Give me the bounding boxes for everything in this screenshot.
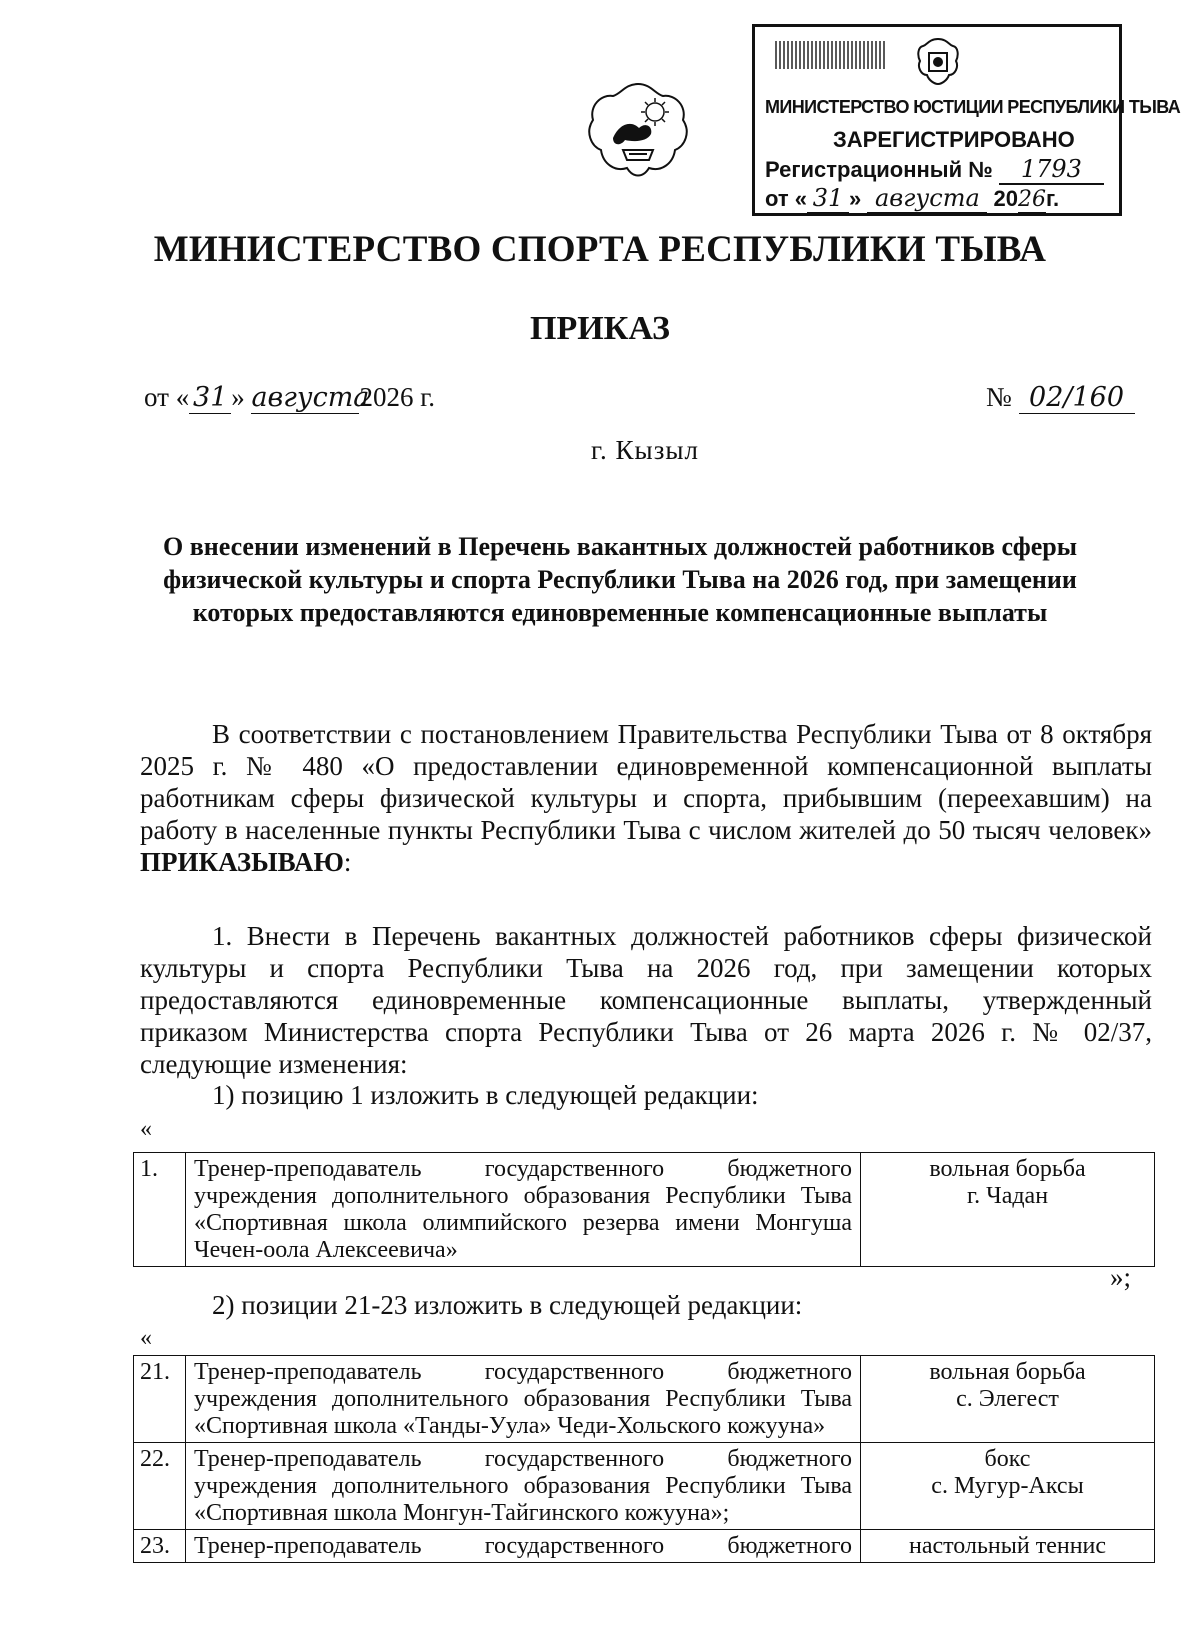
position-number: 22. (134, 1443, 186, 1530)
item-1: 1. Внести в Перечень вакантных должностей работников сферы физической культуры и спорта Республики Тыва на 2026 год, при замещении которых предоставляются единовременные компенсационные выплаты, утвержденный приказом Министерства спорта Республики Тыва от 26 марта 2026 г. № 02/37, следующие изменения: (140, 921, 1152, 1079)
preamble-text: В соответствии с постановлением Правительства Республики Тыва от 8 октября 2025 г. № 480 «О предоставлении единовременной компенсационной выплаты работникам сферы физической культуры и спорта, прибывшим (переехавшим) на работу в населенные пункты Республики Тыва с числом жителей до 50 тысяч человек» (140, 719, 1152, 845)
registration-stamp (752, 24, 1181, 216)
date-month: августа (251, 382, 370, 413)
subitem-1: 1) позицию 1 изложить в следующей редакции: (212, 1080, 759, 1110)
position-sport: бокс (984, 1446, 1031, 1472)
order-title: О внесении изменений в Перечень вакантных должностей работников сферы физической культуры и спорта Республики Тыва на 2026 год, при замещении которых предоставляются единовременные компенсационные выплаты (162, 532, 1078, 627)
position-description: Тренер-преподаватель государственного бюджетного учреждения дополнительного образования Республики Тыва «Спортивная школа «Танды-Уула» Чеди-Хольского кожууна» (186, 1356, 861, 1443)
quote-close-1: »; (1110, 1262, 1132, 1292)
stamp-date-mid: » (849, 186, 862, 211)
date-day: 31 (189, 382, 231, 414)
position-place: с. Элегест (956, 1386, 1059, 1412)
stamp-scribble (775, 41, 885, 69)
preamble-order-word: ПРИКАЗЫВАЮ (140, 847, 344, 877)
position-sport-cell (861, 1443, 1155, 1530)
table-row (134, 1356, 1155, 1443)
stamp-year-suffix: 26 (1018, 187, 1046, 212)
stamp-year-end: г. (1046, 186, 1060, 211)
stamp-date-line (765, 184, 1059, 214)
ministry-title: МИНИСТЕРСТВО СПОРТА РЕСПУБЛИКИ ТЫВА (153, 229, 1047, 270)
subitem-2: 2) позиции 21-23 изложить в следующей редакции: (212, 1290, 803, 1320)
number-label: № (986, 382, 1012, 412)
position-description: Тренер-преподаватель государственного бюджетного учреждения дополнительного образования Республики Тыва «Спортивная школа Монгун-Тайгинского кожууна»; (186, 1443, 861, 1530)
positions-table-1 (133, 1152, 1155, 1267)
stamp-reg-number: 1793 (999, 155, 1104, 185)
position-sport: вольная борьба (929, 1359, 1086, 1385)
positions-table-2 (133, 1355, 1155, 1563)
date-year: 2026 г. (359, 382, 435, 412)
stamp-date-prefix: от « (765, 186, 808, 211)
position-number: 1. (134, 1153, 186, 1267)
quote-open-1: « (140, 1116, 152, 1142)
date-mid: » (231, 382, 245, 412)
position-place: с. Мугур-Аксы (931, 1473, 1084, 1499)
table-row (134, 1530, 1155, 1563)
position-sport-cell (861, 1356, 1155, 1443)
position-sport: вольная борьба (929, 1156, 1086, 1182)
stamp-registered: ЗАРЕГИСТРИРОВАНО (833, 127, 1075, 152)
position-sport: настольный теннис (908, 1533, 1107, 1559)
table-row (134, 1153, 1155, 1267)
preamble-colon: : (343, 847, 352, 877)
position-description: Тренер-преподаватель государственного бюджетного учреждения дополнительного образования Республики Тыва «Спортивная школа олимпийского резерва имени Монгуша Чечен-оола Алексеевича» (186, 1153, 861, 1267)
order-number (986, 382, 1135, 414)
city: г. Кызыл (591, 435, 699, 465)
quote-open-2: « (140, 1325, 152, 1351)
stamp-month: августа (867, 184, 987, 214)
position-place: г. Чадан (966, 1183, 1049, 1209)
order-date (144, 382, 435, 414)
preamble (140, 718, 1152, 878)
position-number: 21. (134, 1356, 186, 1443)
stamp-reg-label: Регистрационный № (765, 157, 993, 182)
republic-emblem (583, 80, 693, 185)
number-value: 02/160 (1019, 382, 1135, 414)
stamp-day: 31 (807, 184, 849, 214)
position-sport-cell (861, 1530, 1155, 1563)
stamp-emblem-icon (917, 37, 959, 87)
date-prefix: от « (144, 382, 190, 412)
document-type: ПРИКАЗ (530, 310, 670, 347)
position-number: 23. (134, 1530, 186, 1563)
stamp-ministry: МИНИСТЕРСТВО ЮСТИЦИИ РЕСПУБЛИКИ ТЫВА (765, 97, 1181, 117)
position-description: Тренер-преподаватель государственного бюджетного (186, 1530, 861, 1563)
table-row (134, 1443, 1155, 1530)
position-sport-cell (861, 1153, 1155, 1267)
stamp-reg-number-line (765, 155, 1104, 185)
stamp-year-prefix: 20 (993, 186, 1018, 211)
